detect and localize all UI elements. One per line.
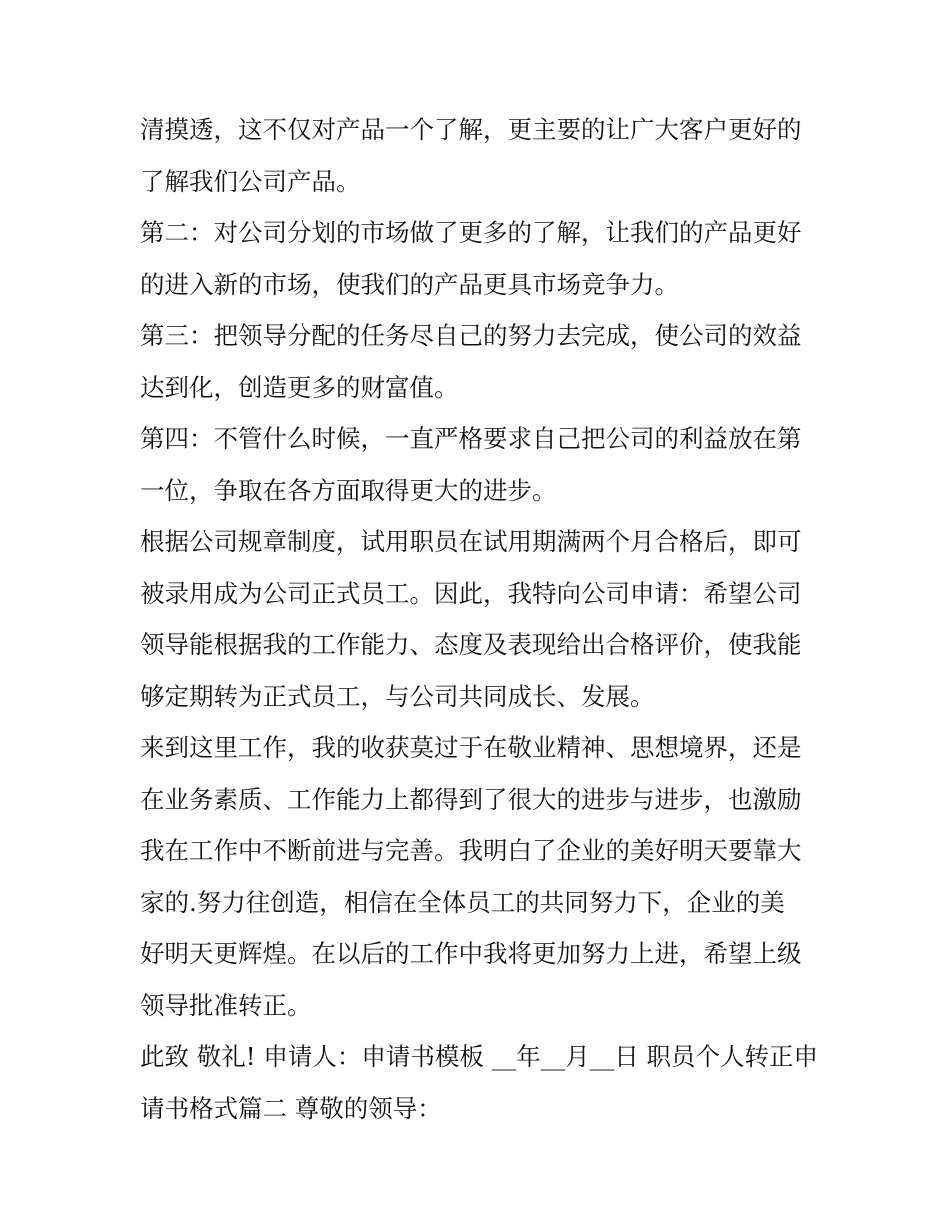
text-line: 的进入新的市场，使我们的产品更具市场竞争力。: [140, 269, 679, 299]
text-line: 根据公司规章制度，试用职员在试用期满两个月合格后，即可: [140, 527, 802, 556]
text-line: 清摸透，这不仅对产品一个了解，更主要的让广大客户更好的: [140, 115, 802, 144]
text-line: 被录用成为公司正式员工。因此，我特向公司申请：希望公司: [140, 578, 802, 608]
paragraph-regulations: [140, 516, 820, 722]
paragraph-point-two: [140, 207, 820, 310]
text-line: 在业务素质、工作能力上都得到了很大的进步与进步，也激励: [140, 784, 802, 814]
text-line: 请书格式篇二 尊敬的领导：: [140, 1093, 442, 1123]
paragraph-closing: [140, 1031, 820, 1134]
text-line: 领导批准转正。: [140, 990, 312, 1020]
text-line: 了解我们公司产品。: [140, 166, 361, 196]
paragraph-point-four: [140, 413, 820, 516]
text-line: 领导能根据我的工作能力、态度及表现给出合格评价，使我能: [140, 630, 802, 659]
text-line: 第二：对公司分划的市场做了更多的了解，让我们的产品更好: [140, 218, 802, 247]
paragraph-work-experience: [140, 722, 820, 1031]
text-line: 一位，争取在各方面取得更大的进步。: [140, 475, 557, 505]
text-line: 第三：把领导分配的任务尽自己的努力去完成，使公司的效益: [140, 321, 802, 350]
paragraph-point-three: [140, 310, 820, 413]
text-line: 此致 敬礼! 申请人：申请书模板 __年__月__日 职员个人转正申: [140, 1042, 818, 1071]
text-line: 达到化，创造更多的财富值。: [140, 372, 459, 402]
document-body: [140, 104, 820, 1134]
text-line: 够定期转为正式员工，与公司共同成长、发展。: [140, 681, 655, 711]
text-line: 来到这里工作，我的收获莫过于在敬业精神、思想境界，还是: [140, 733, 802, 762]
paragraph-product-knowledge: [140, 104, 820, 207]
text-line: 好明天更辉煌。在以后的工作中我将更加努力上进，希望上级: [140, 939, 802, 968]
text-line: 第四：不管什么时候，一直严格要求自己把公司的利益放在第: [140, 424, 802, 453]
text-line: 家的.努力往创造，相信在全体员工的共同努力下，企业的美: [140, 887, 785, 917]
text-line: 我在工作中不断前进与完善。我明白了企业的美好明天要靠大: [140, 836, 802, 865]
